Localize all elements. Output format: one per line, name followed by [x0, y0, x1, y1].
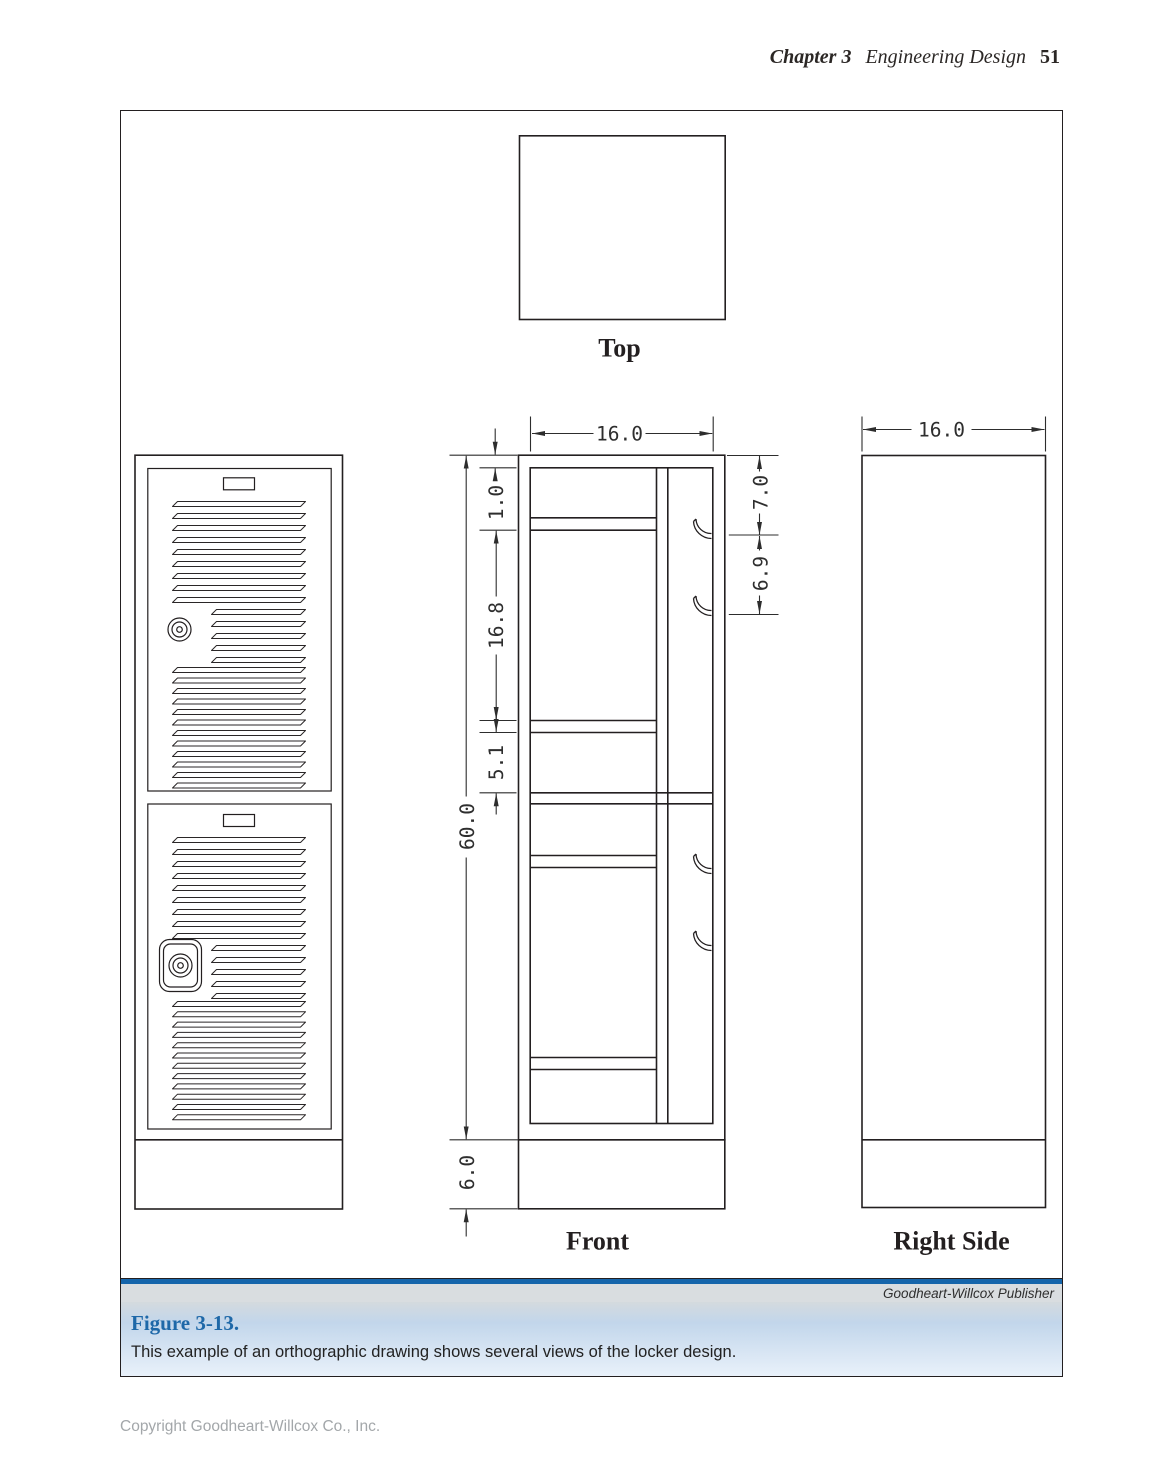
- coat-hook: [694, 519, 712, 539]
- compartment-divider: [530, 793, 713, 804]
- dim-top-wall: 1.0: [485, 484, 508, 521]
- figure-box: [120, 110, 1063, 1377]
- locker-drawing-svg: [121, 111, 1059, 1278]
- right-side-outline: [862, 456, 1046, 1208]
- figure-caption-text: This example of an orthographic drawing shows several views of the locker design.: [131, 1343, 737, 1361]
- dim-overall-height: 60.0: [456, 803, 479, 850]
- dim-side-width: 16.0: [918, 418, 965, 442]
- publisher-credit: Goodheart-Willcox Publisher: [121, 1284, 1062, 1302]
- front-outline: [519, 455, 725, 1140]
- front-view-label: Front: [565, 1226, 630, 1256]
- hook-strip-divider: [657, 468, 668, 1124]
- louver-vents: [173, 838, 306, 1120]
- page-footer: Copyright Goodheart-Willcox Co., Inc.: [120, 1418, 381, 1435]
- louver-vents: [212, 946, 306, 999]
- chapter-label: Chapter 3: [769, 46, 852, 68]
- top-view-label: Top: [598, 333, 641, 363]
- lower-name-plate: [224, 815, 255, 827]
- upper-lock-icon: [168, 618, 191, 641]
- louver-vents: [212, 610, 306, 663]
- dimension-lines: [450, 417, 1046, 1237]
- top-view: [520, 136, 726, 363]
- extension-lines: [450, 417, 1046, 1209]
- figure-caption-box: [121, 1302, 1062, 1376]
- coat-hook: [694, 854, 712, 874]
- dim-lower-opening: 5.1: [485, 744, 508, 781]
- upper-name-plate: [224, 478, 255, 490]
- dim-front-width: 16.0: [596, 422, 643, 446]
- page-header: [770, 46, 1060, 69]
- page-number: 51: [1040, 46, 1060, 68]
- section-title: Engineering Design: [865, 46, 1026, 68]
- right-side-view: [862, 456, 1046, 1256]
- front-view: [519, 455, 725, 1255]
- front-base: [519, 1140, 725, 1209]
- figure-label: Figure 3-13.: [131, 1311, 240, 1335]
- shelves: [530, 518, 656, 1070]
- lower-lock-icon: [160, 940, 202, 992]
- orthographic-drawing: [121, 111, 1062, 1279]
- coat-hook: [694, 931, 712, 951]
- louver-vents: [173, 502, 306, 789]
- locker-pictorial-view: [135, 455, 343, 1209]
- front-interior: [530, 468, 713, 1124]
- dim-upper-opening: 16.8: [485, 602, 508, 649]
- right-side-view-label: Right Side: [893, 1226, 1010, 1256]
- dim-hook-top-offset: 7.0: [749, 474, 773, 511]
- top-view-outline: [520, 136, 726, 320]
- dim-hook-spacing: 6.9: [749, 555, 773, 592]
- dim-base-height: 6.0: [456, 1154, 479, 1191]
- coat-hook: [694, 596, 712, 616]
